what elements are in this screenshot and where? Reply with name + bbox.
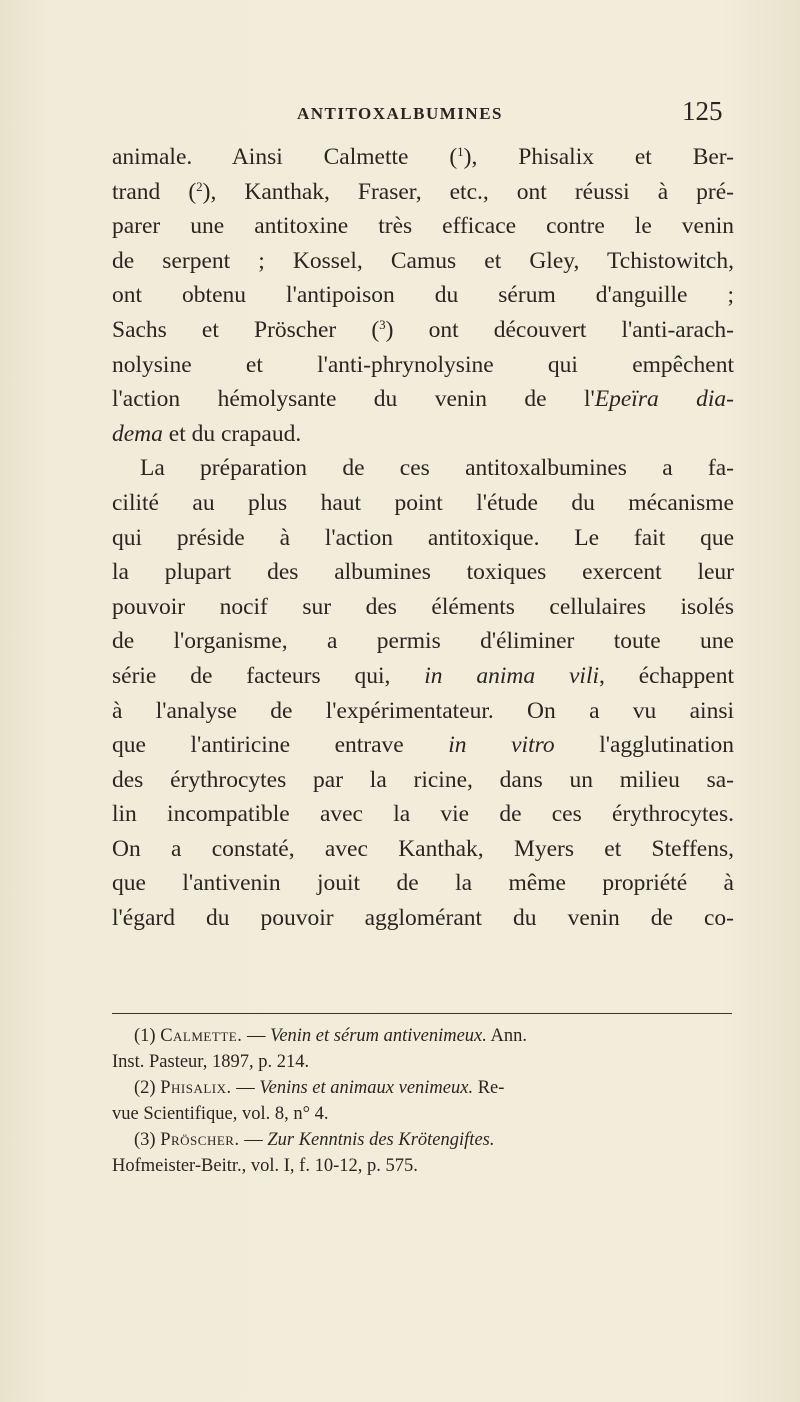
- text-line: cilité au plus haut point l'étude du mécanisme: [112, 489, 734, 516]
- text-line: On a constaté, avec Kanthak, Myers et Steffens,: [112, 835, 734, 862]
- text-line: Sachs et Pröscher ($^3$) ont découvert l'anti-arach-: [112, 316, 734, 343]
- footnote-1: (1) Calmette. — Venin et sérum antivenimeux. Ann. Inst. Pasteur, 1897, p. 214.: [112, 1023, 734, 1075]
- text-line: ont obtenu l'antipoison du sérum d'anguille ;: [112, 282, 734, 309]
- footnote-ref[interactable]: 3: [379, 316, 386, 332]
- text-line: dema et du crapaud.: [112, 420, 302, 447]
- text-line: qui préside à l'action antitoxique. Le fait que: [112, 524, 734, 551]
- text-line: pouvoir nocif sur des éléments cellulaires isolés: [112, 593, 734, 620]
- text-line: La préparation de ces antitoxalbumines a fa-: [140, 455, 734, 482]
- running-head: ANTITOXALBUMINES: [296, 104, 503, 123]
- footnote-line: Hofmeister-Beitr., vol. I, f. 10-12, p. 575.: [112, 1156, 418, 1176]
- text-line: de l'organisme, a permis d'éliminer toute une: [112, 628, 734, 655]
- footnote-title: Zur Kenntnis des Krötengiftes.: [267, 1130, 495, 1150]
- text-line: nolysine et l'anti-phrynolysine qui empêchent: [112, 351, 734, 378]
- species-name: Epeïra dia-: [594, 386, 734, 413]
- footnote-ref[interactable]: 2: [196, 178, 203, 194]
- text-line: de serpent ; Kossel, Camus et Gley, Tchistowitch,: [112, 247, 734, 274]
- footnote-mark: (3): [134, 1130, 156, 1150]
- text-line: série de facteurs qui, in anima vili, échappent: [112, 662, 734, 689]
- footnote-mark: (2): [134, 1078, 156, 1098]
- text-line: la plupart des albumines toxiques exercent leur: [112, 559, 734, 586]
- footnote-2: (2) Phisalix. — Venins et animaux venimeux. Re- vue Scientifique, vol. 8, n° 4.: [112, 1075, 734, 1127]
- species-name: dema: [112, 420, 163, 447]
- footnote-title: Venin et sérum antivenimeux.: [270, 1026, 487, 1046]
- text-line: l'égard du pouvoir agglomérant du venin de co-: [112, 905, 734, 932]
- text-line: trand ($^2$), Kanthak, Fraser, etc., ont réussi à pré-: [112, 178, 734, 205]
- latin-phrase: in vitro: [448, 732, 555, 759]
- footnote-title: Venins et animaux venimeux.: [259, 1078, 474, 1098]
- text-line: des érythrocytes par la ricine, dans un milieu sa-: [112, 766, 734, 793]
- text-line: lin incompatible avec la vie de ces érythrocytes.: [112, 801, 734, 828]
- text-line: parer une antitoxine très efficace contre le venin: [112, 213, 734, 240]
- footnote-3: (3) Pröscher. — Zur Kenntnis des Krötengiftes. Hofmeister-Beitr., vol. I, f. 10-12, p. 575.: [112, 1127, 734, 1179]
- text-line: que l'antiricine entrave in vitro l'agglutination: [112, 732, 734, 759]
- footnote-author: Phisalix.: [160, 1078, 232, 1098]
- footnote-ref[interactable]: 1: [457, 144, 464, 159]
- footnotes: [112, 1023, 734, 1179]
- footnote-line: Inst. Pasteur, 1897, p. 214.: [112, 1052, 310, 1072]
- text-line: animale. Ainsi Calmette ($^1$), Phisalix et Ber-: [112, 144, 734, 170]
- footnote-author: Calmette.: [160, 1026, 243, 1046]
- text-line: à l'analyse de l'expérimentateur. On a vu ainsi: [112, 697, 734, 724]
- page-number: 125: [682, 96, 723, 126]
- body-text: [112, 140, 734, 936]
- footnote-divider: [112, 1013, 732, 1014]
- footnote-author: Pröscher.: [160, 1130, 240, 1150]
- latin-phrase: in anima vili: [424, 662, 600, 689]
- footnote-mark: (1): [134, 1026, 156, 1046]
- footnote-line: vue Scientifique, vol. 8, n° 4.: [112, 1104, 329, 1124]
- text-line: que l'antivenin jouit de la même propriété à: [112, 870, 734, 897]
- text-line: l'action hémolysante du venin de l'Epeïra dia-: [112, 386, 734, 413]
